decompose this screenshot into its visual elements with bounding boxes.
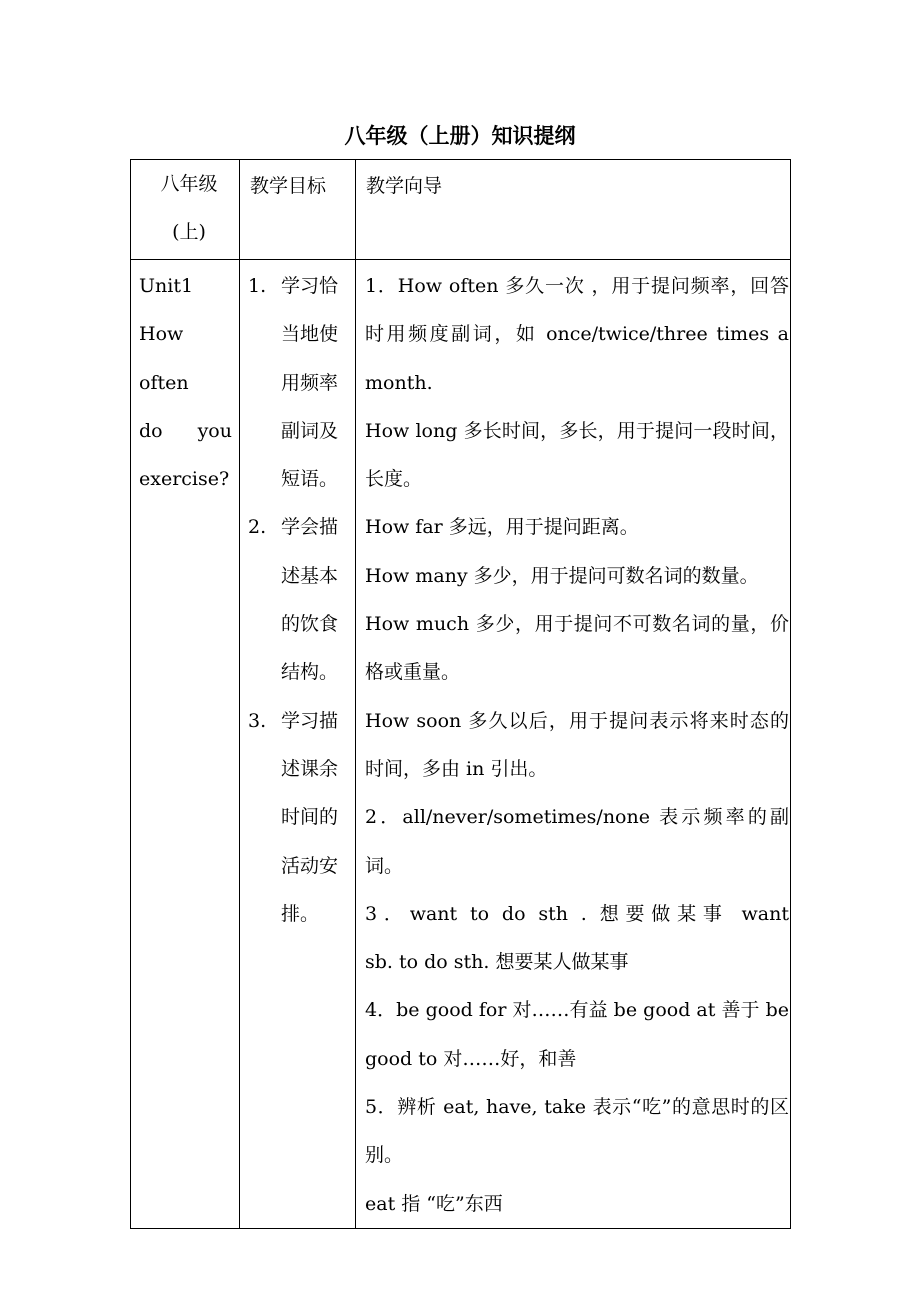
guide-be-good: 4．be good for 对……有益 be good at 善于 be good to 对……好，和善: [365, 999, 789, 1070]
goal-text: 学会描述基本的饮食结构。: [281, 516, 339, 684]
goal-number: 3.: [248, 709, 267, 732]
guide-how-many: How many 多少，用于提问可数名词的数量。: [365, 564, 759, 587]
guide-frequency-adverbs: 2．all/never/sometimes/none 表示频率的副词。: [365, 806, 789, 877]
page-title: 八年级（上册）知识提纲: [344, 123, 576, 148]
header-guide-label: 教学向导: [366, 175, 443, 197]
unit-label: Unit1: [139, 275, 194, 297]
guide-want-to-do-line1: 3．want to do sth . 想要做某事 want: [365, 902, 789, 925]
guide-want-to-do-line2: sb. to do sth. 想要某人做某事: [365, 951, 629, 974]
unit-question-line2: [139, 407, 232, 455]
goal-item: [248, 503, 351, 696]
outline-table: [130, 159, 791, 1229]
header-guide-cell: [356, 160, 791, 260]
header-grade-cell: [131, 160, 240, 260]
guide-how-often: 1．How often 多久一次 ，用于提问频率，回答时用频度副词，如 once/twice/three times a month.: [365, 275, 789, 394]
guide-how-much: How much 多少，用于提问不可数名词的量，价格或重量。: [365, 613, 789, 684]
guide-how-far: How far 多远，用于提问距离。: [365, 516, 639, 539]
goal-number: 2.: [248, 516, 267, 539]
guide-how-soon: How soon 多久以后，用于提问表示将来时态的时间，多由 in 引出。: [365, 709, 789, 780]
header-goals-cell: [240, 160, 356, 260]
goal-item: [248, 697, 351, 938]
unit-question-word-do: do: [139, 419, 163, 442]
header-grade-label: 八年级: [160, 173, 218, 195]
header-goals-label: 教学目标: [250, 175, 327, 197]
table-header-row: [131, 160, 791, 260]
guide-how-long: How long 多长时间，多长，用于提问一段时间，长度。: [365, 419, 789, 491]
teaching-goals-cell: [240, 260, 356, 1229]
unit-title-cell: [131, 260, 240, 1229]
table-row-unit1: [131, 260, 791, 1229]
goal-text: 学习描述课余时间的活动安排。: [281, 709, 339, 925]
guide-eat-have-take: 5．辨析 eat, have, take 表示“吃”的意思时的区别。: [365, 1096, 789, 1167]
unit-question-line3: exercise?: [139, 468, 230, 491]
goal-text: 学习恰当地使用频率副词及短语。: [281, 275, 339, 491]
unit-question-line1: How often: [139, 323, 189, 394]
teaching-guide-cell: [356, 260, 791, 1229]
unit-question-word-you: you: [197, 419, 232, 442]
goal-number: 1.: [248, 275, 267, 297]
header-semester-label: (上): [172, 221, 206, 244]
goal-item: [248, 262, 351, 503]
guide-eat: eat 指 “吃”东西: [365, 1192, 503, 1215]
